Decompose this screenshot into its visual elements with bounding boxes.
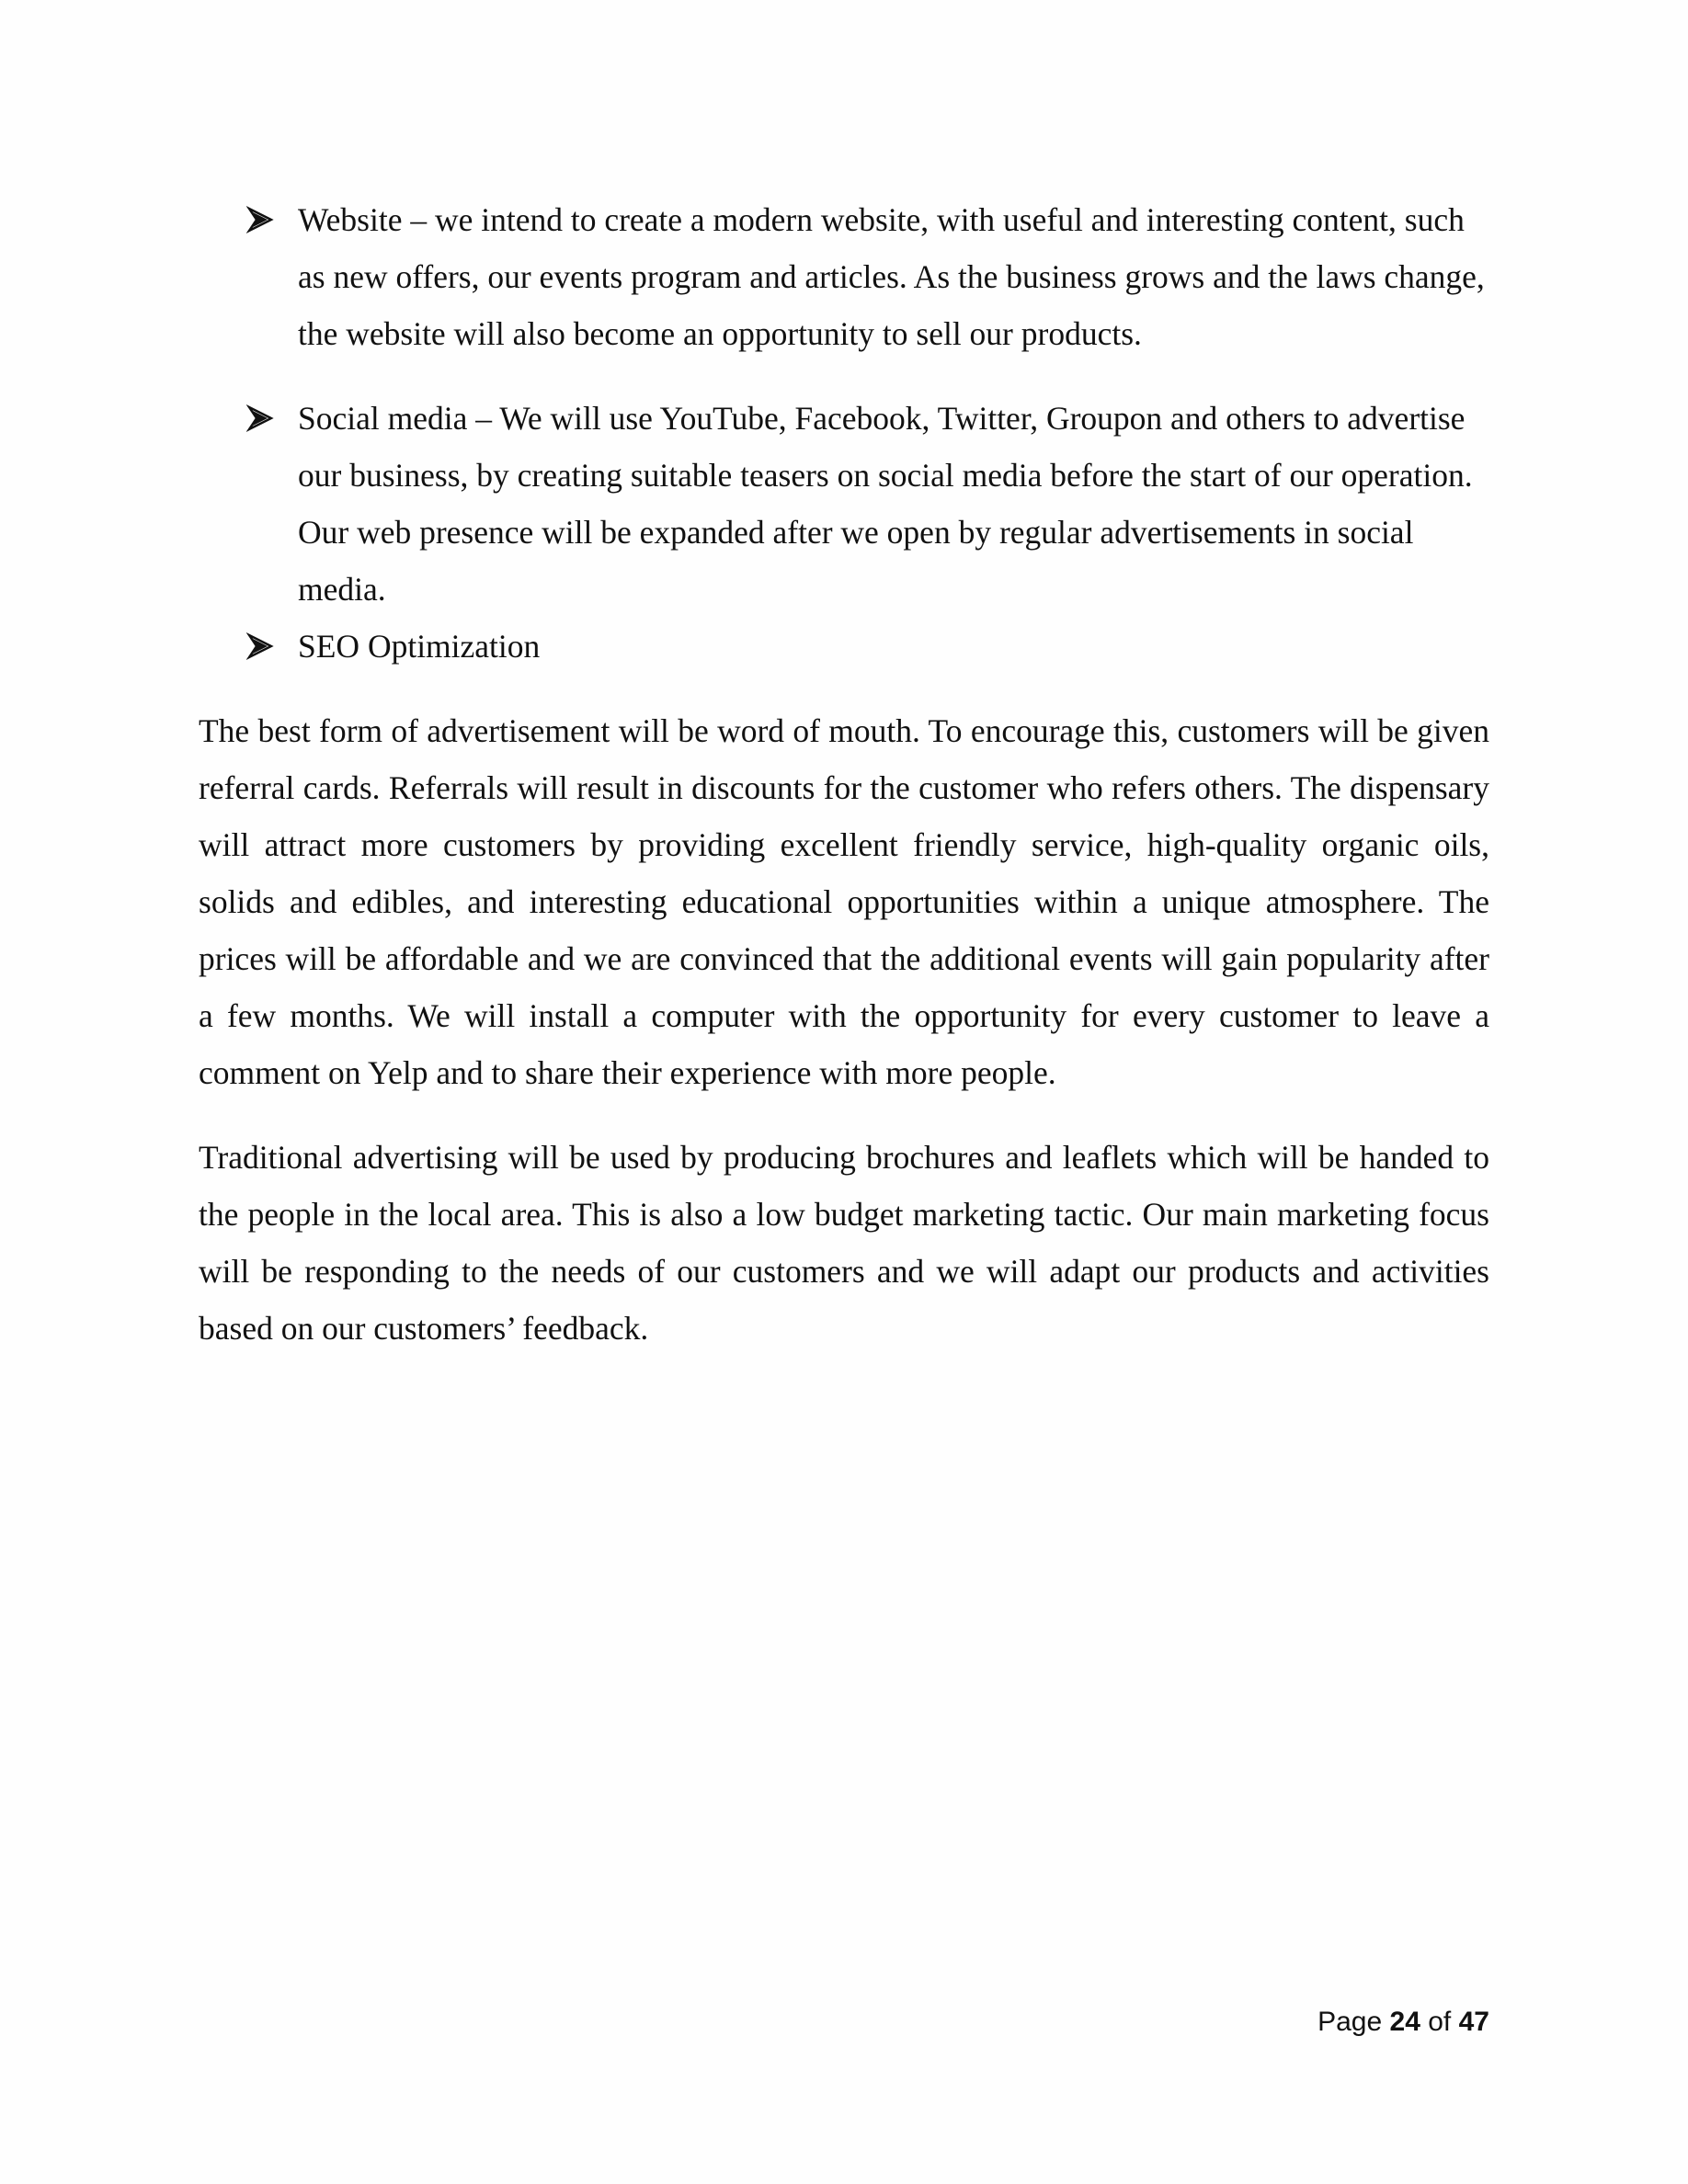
paragraph-traditional-advertising: Traditional advertising will be used by producing brochures and leaflets which will be handed to the people in the local area. This is also a low budget marketing tactic. Our main marketing focus will be responding to the needs of our customers and we will adapt our products and activities based on our customers’ feedback. — [199, 1139, 1489, 1347]
list-item-website — [199, 191, 1489, 362]
page-body — [199, 191, 1489, 1357]
bullet-text: SEO Optimization — [298, 628, 541, 665]
bullet-text: Website – we intend to create a modern website, with useful and interesting content, such as new offers, our events program and articles. As the business grows and the laws change, the website will also become an opportunity to sell our products. — [298, 201, 1485, 352]
list-item-social-media — [199, 390, 1489, 618]
paragraph-word-of-mouth: The best form of advertisement will be word of mouth. To encourage this, customers will be given referral cards. Referrals will result in discounts for the customer who refers others. The dispensary will attract more customers by providing excellent friendly service, high-quality organic oils, solids and edibles, and interesting educational opportunities within a unique atmosphere. The prices will be affordable and we are convinced that the additional events will gain popularity after a few months. We will install a computer with the opportunity for every customer to leave a comment on Yelp and to share their experience with more people. — [199, 712, 1489, 1091]
bullet-text: Social media – We will use YouTube, Facebook, Twitter, Groupon and others to advertise our business, by creating suitable teasers on social media before the start of our operation. Our web presence will be expanded after we open by regular advertisements in social media. — [298, 400, 1473, 608]
page-number-separator: of — [1428, 2007, 1452, 2037]
bullet-list — [199, 191, 1489, 675]
page-number — [1317, 2004, 1489, 2041]
arrowhead-bullet-icon — [246, 632, 274, 660]
page-number-current: 24 — [1389, 2007, 1420, 2037]
page-number-total: 47 — [1458, 2007, 1489, 2037]
arrowhead-bullet-icon — [246, 404, 274, 432]
arrowhead-bullet-icon — [246, 206, 274, 233]
page-number-prefix: Page — [1317, 2007, 1383, 2037]
list-item-seo — [199, 618, 1489, 675]
